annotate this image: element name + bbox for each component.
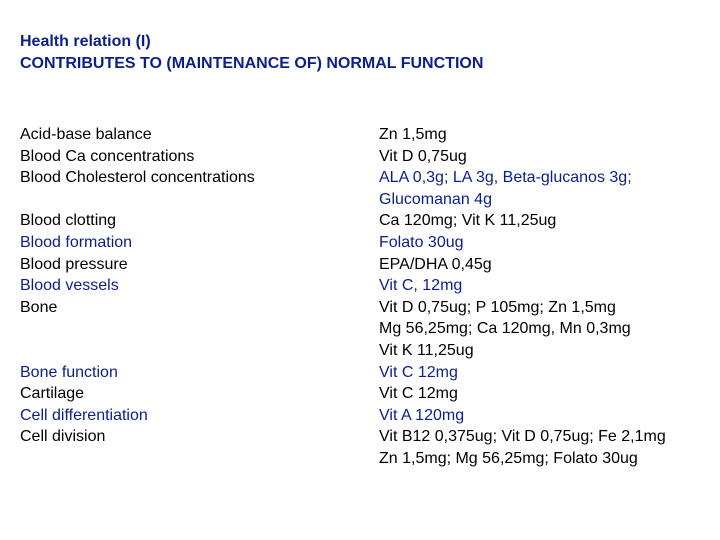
- nutrient-item: Vit K 11,25ug: [379, 341, 474, 359]
- function-item: Bone function: [20, 363, 118, 381]
- nutrient-item: Vit D 0,75ug: [379, 147, 467, 165]
- nutrient-item: Zn 1,5mg: [379, 126, 447, 143]
- function-item: Blood formation: [20, 233, 133, 251]
- title-line-1: Health relation (I): [20, 33, 151, 50]
- nutrient-item: Vit C 12mg: [379, 385, 458, 403]
- spacer: [20, 318, 255, 361]
- function-item: Blood pressure: [20, 255, 128, 273]
- title-line-2: CONTRIBUTES TO (MAINTENANCE OF) NORMAL FUNCTION: [20, 55, 484, 72]
- nutrient-item: EPA/DHA 0,45g: [379, 255, 492, 273]
- function-item: Cartilage: [20, 385, 85, 403]
- nutrient-item: Vit C 12mg: [379, 363, 458, 381]
- nutrient-item: Vit A 120mg: [379, 406, 465, 424]
- function-item: Cell differentiation: [20, 406, 148, 424]
- nutrient-item: Zn 1,5mg; Mg 56,25mg; Folato 30ug: [379, 449, 638, 467]
- function-item: Cell division: [20, 428, 106, 446]
- nutrient-item: Vit D 0,75ug; P 105mg; Zn 1,5mg: [379, 298, 616, 316]
- nutrient-item: Ca 120mg; Vit K 11,25ug: [379, 212, 557, 230]
- nutrient-item: ALA 0,3g; LA 3g, Beta-glucanos 3g;: [379, 169, 632, 187]
- function-list: [20, 124, 255, 448]
- nutrient-item: Vit C, 12mg: [379, 277, 463, 295]
- nutrient-item: Vit B12 0,375ug; Vit D 0,75ug; Fe 2,1mg: [379, 428, 666, 446]
- nutrient-item: Folato 30ug: [379, 233, 464, 251]
- nutrient-item: Glucomanan 4g: [379, 190, 492, 208]
- function-item: Blood clotting: [20, 212, 117, 230]
- function-item: Acid-base balance: [20, 126, 152, 143]
- page-title: [20, 31, 483, 75]
- function-item: Blood vessels: [20, 277, 119, 295]
- spacer: [20, 189, 255, 211]
- nutrient-item: Mg 56,25mg; Ca 120mg, Mn 0,3mg: [379, 320, 631, 338]
- function-item: Blood Ca concentrations: [20, 147, 195, 165]
- function-item: Bone: [20, 298, 58, 316]
- function-item: Blood Cholesterol concentrations: [20, 169, 255, 187]
- nutrient-list: [379, 124, 666, 470]
